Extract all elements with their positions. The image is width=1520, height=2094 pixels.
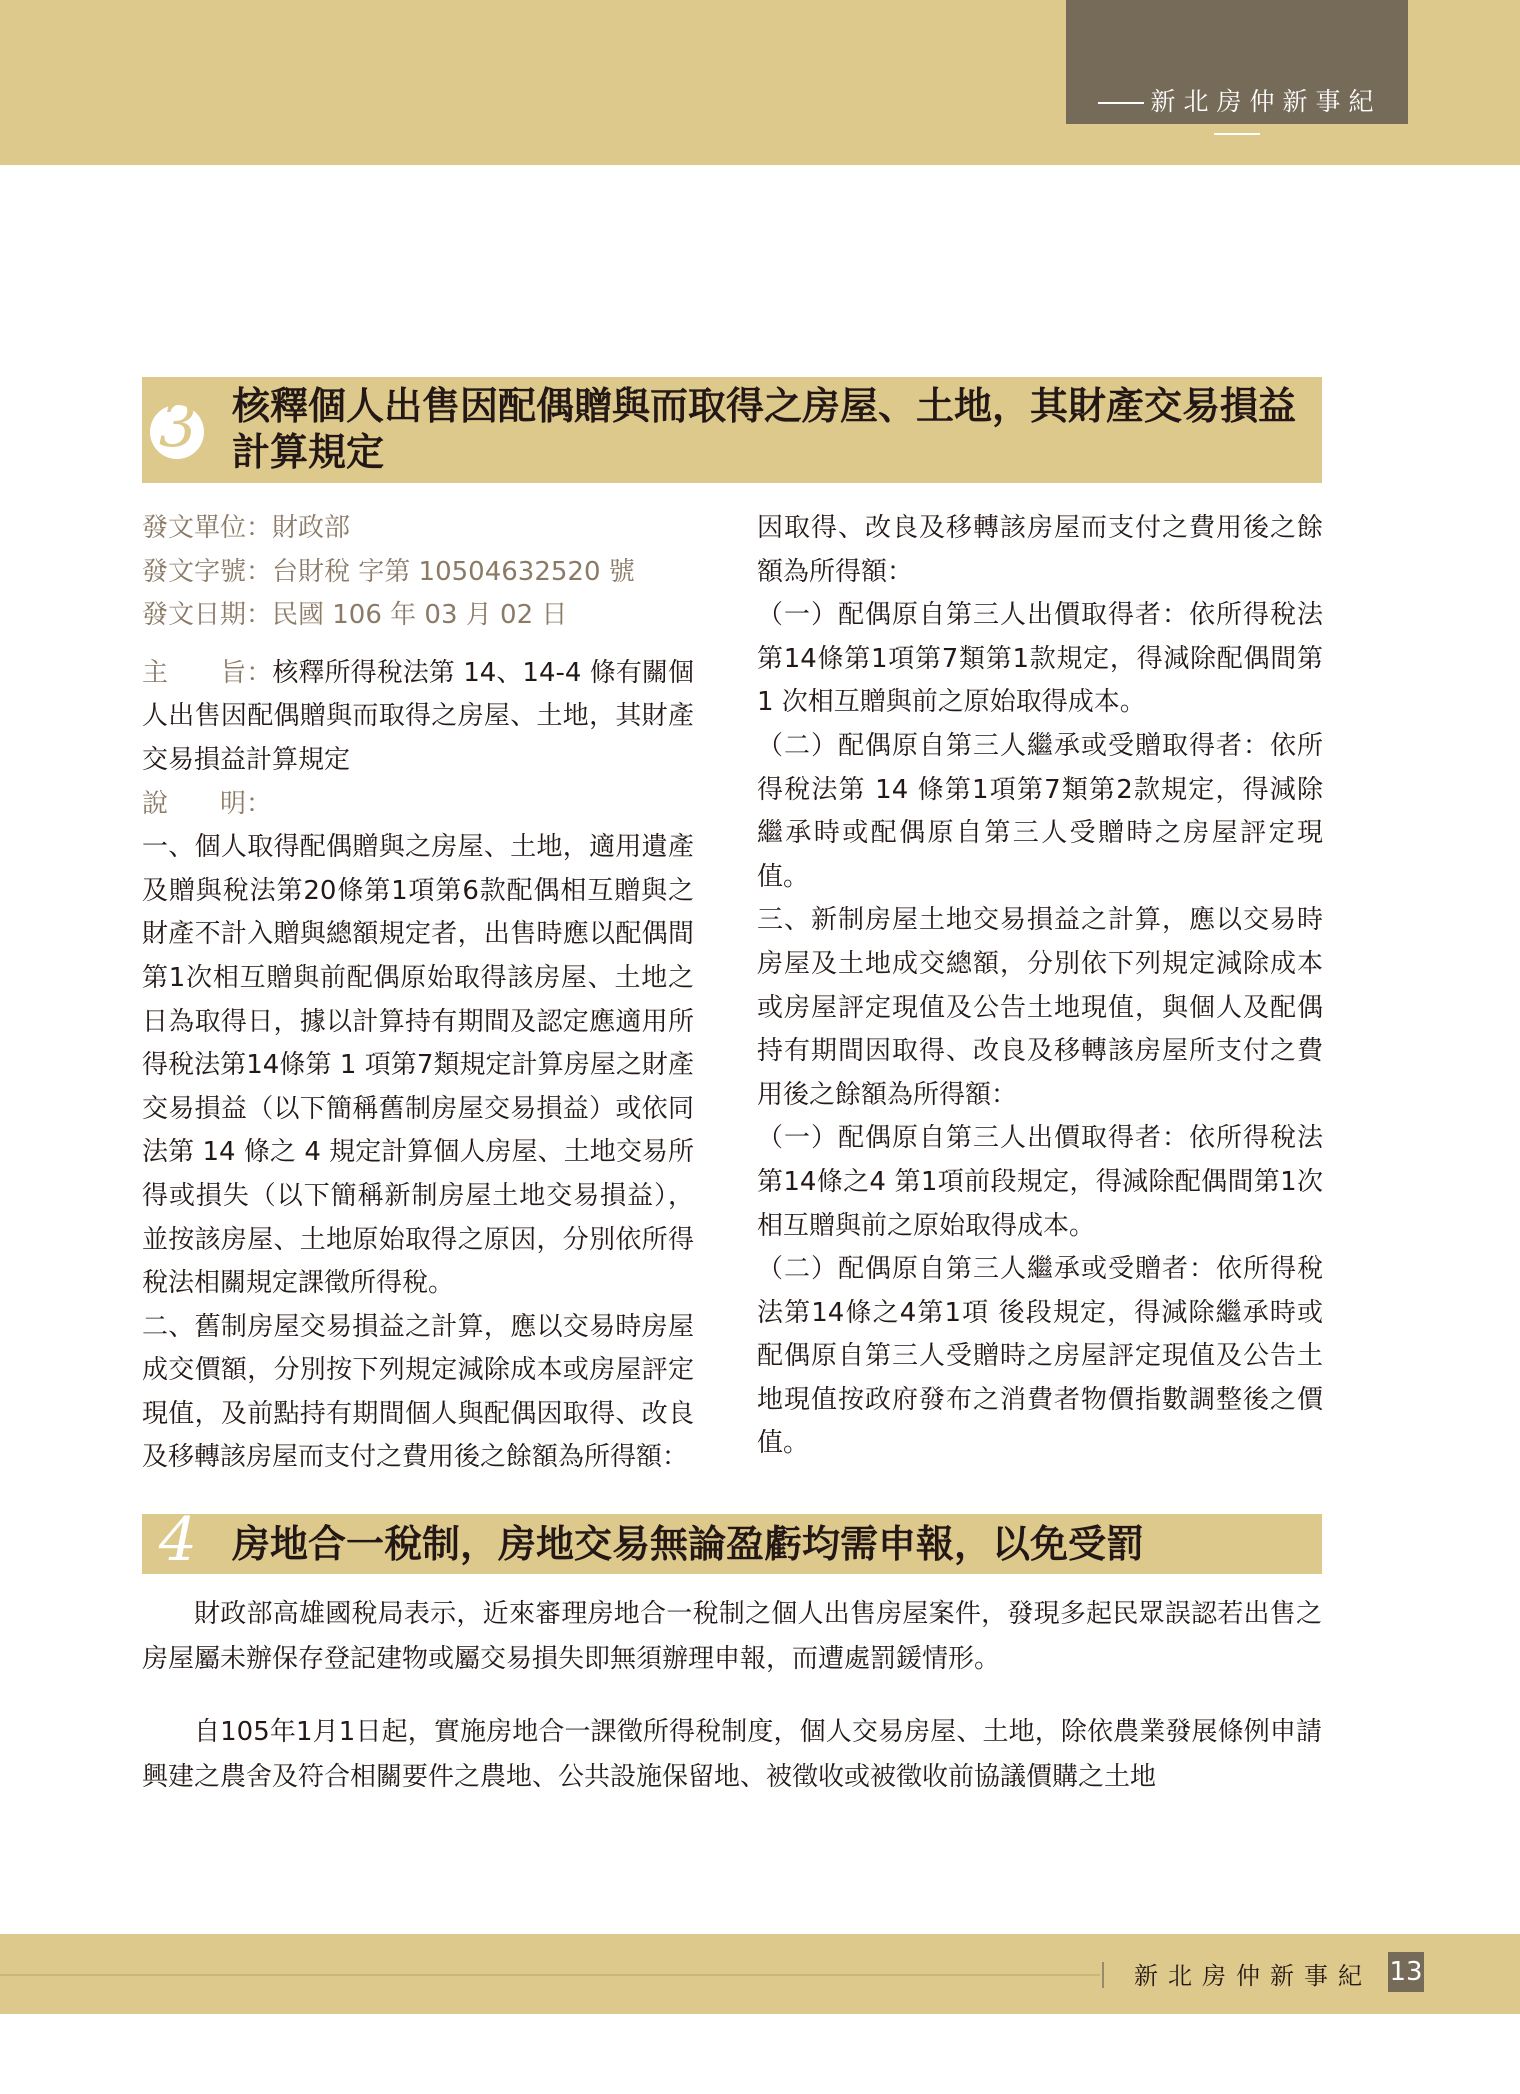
magazine-title-tab xyxy=(1066,0,1408,124)
explain-label: 說 明： xyxy=(142,788,273,819)
section-3-title: 核釋個人出售因配偶贈與而取得之房屋、土地，其財產交易損益計算規定 xyxy=(232,384,1297,474)
section-4-heading xyxy=(142,1505,1322,1575)
explain-item-2: 二、舊制房屋交易損益之計算，應以交易時房屋成交價額，分別按下列規定減除成本或房屋評定現值，及前點持有期間個人與配偶因取得、改良及移轉該房屋而支付之費用後之餘額為所得額： xyxy=(142,1311,694,1473)
magazine-title: 新北房仲新事紀 xyxy=(1150,87,1382,116)
section-4-title: 房地合一稅制，房地交易無論盈虧均需申報，以免受罰 xyxy=(232,1522,1145,1566)
explain-item-3: 三、新制房屋土地交易損益之計算，應以交易時房屋及土地成交總額，分別依下列規定減除成本或房屋評定現值及公告土地現值，與個人及配偶持有期間因取得、改良及移轉該房屋所支付之費用後之餘額為所得額： xyxy=(757,905,1323,1110)
explain-item-2-1: （一）配偶原自第三人出價取得者：依所得稅法第14條第1項第7類第1款規定，得減除配偶間第1 次相互贈與前之原始取得成本。 xyxy=(757,600,1323,718)
issue-date: 發文日期：民國 106 年 03 月 02 日 xyxy=(142,600,568,631)
section-3-left-column xyxy=(142,507,694,1473)
footer-band xyxy=(0,1934,1520,2014)
section-4-paragraph-1: 財政部高雄國稅局表示，近來審理房地合一稅制之個人出售房屋案件，發現多起民眾誤認若出售之房屋屬未辦保存登記建物或屬交易損失即無須辦理申報，而遭處罰鍰情形。 xyxy=(142,1599,1322,1674)
subject-paragraph: 主 旨：核釋所得稅法第 14、14-4 條有關個人出售因配偶贈與而取得之房屋、土地，其財產交易損益計算規定 xyxy=(142,657,694,775)
footer-rule xyxy=(0,1974,1100,1976)
explain-item-2-cont: 因取得、改良及移轉該房屋而支付之費用後之餘額為所得額： xyxy=(757,513,1323,587)
section-4-paragraph-2: 自105年1月1日起，實施房地合一課徵所得稅制度，個人交易房屋、土地，除依農業發展條例申請興建之農舍及符合相關要件之農地、公共設施保留地、被徵收或被徵收前協議價購之土地 xyxy=(142,1717,1322,1792)
section-3-heading xyxy=(142,377,1322,483)
explain-item-2-2: （二）配偶原自第三人繼承或受贈取得者：依所得稅法第 14 條第1項第7類第2款規定，得減除繼承時或配偶原自第三人受贈時之房屋評定現值。 xyxy=(757,730,1323,892)
page-number: 13 xyxy=(1388,1952,1424,1992)
explain-item-3-1: （一）配偶原自第三人出價取得者：依所得稅法第14條之4 第1項前段規定，得減除配偶間第1次相互贈與前之原始取得成本。 xyxy=(757,1123,1323,1241)
explain-item-3-2: （二）配偶原自第三人繼承或受贈者：依所得稅法第14條之4第1項 後段規定，得減除繼承時或配偶原自第三人受贈時之房屋評定現值及公告土地現值按政府發布之消費者物價指數調整後之價值。 xyxy=(757,1254,1323,1459)
issuer: 發文單位：財政部 xyxy=(142,513,351,543)
section-number-badge: 4 xyxy=(158,1505,198,1575)
footer-magazine-title: 新北房仲新事紀 xyxy=(1134,1962,1372,1990)
footer-divider xyxy=(1102,1962,1104,1988)
document-number: 發文字號：台財稅 字第 10504632520 號 xyxy=(142,556,635,587)
section-3-right-column xyxy=(757,507,1323,1466)
explain-item-1: 一、個人取得配偶贈與之房屋、土地，適用遺產及贈與稅法第20條第1項第6款配偶相互贈與之財產不計入贈與總額規定者，出售時應以配偶間第1次相互贈與前配偶原始取得該房屋、土地之日為取得日，據以計算持有期間及認定應適用所得稅法第14條第 1 項第7類規定計算房屋之財產交易損益（以下簡稱舊制房屋交易損益）或依同法第 14 條之 4 規定計算個人房屋、土地交易所得或損失（以下簡稱新制房屋土地交易損益），並按該房屋、土地原始取得之原因，分別依所得稅法相關規定課徵所得稅。 xyxy=(142,832,694,1299)
section-number-badge: 3 xyxy=(146,377,210,483)
subject-label: 主 旨： xyxy=(142,657,273,688)
